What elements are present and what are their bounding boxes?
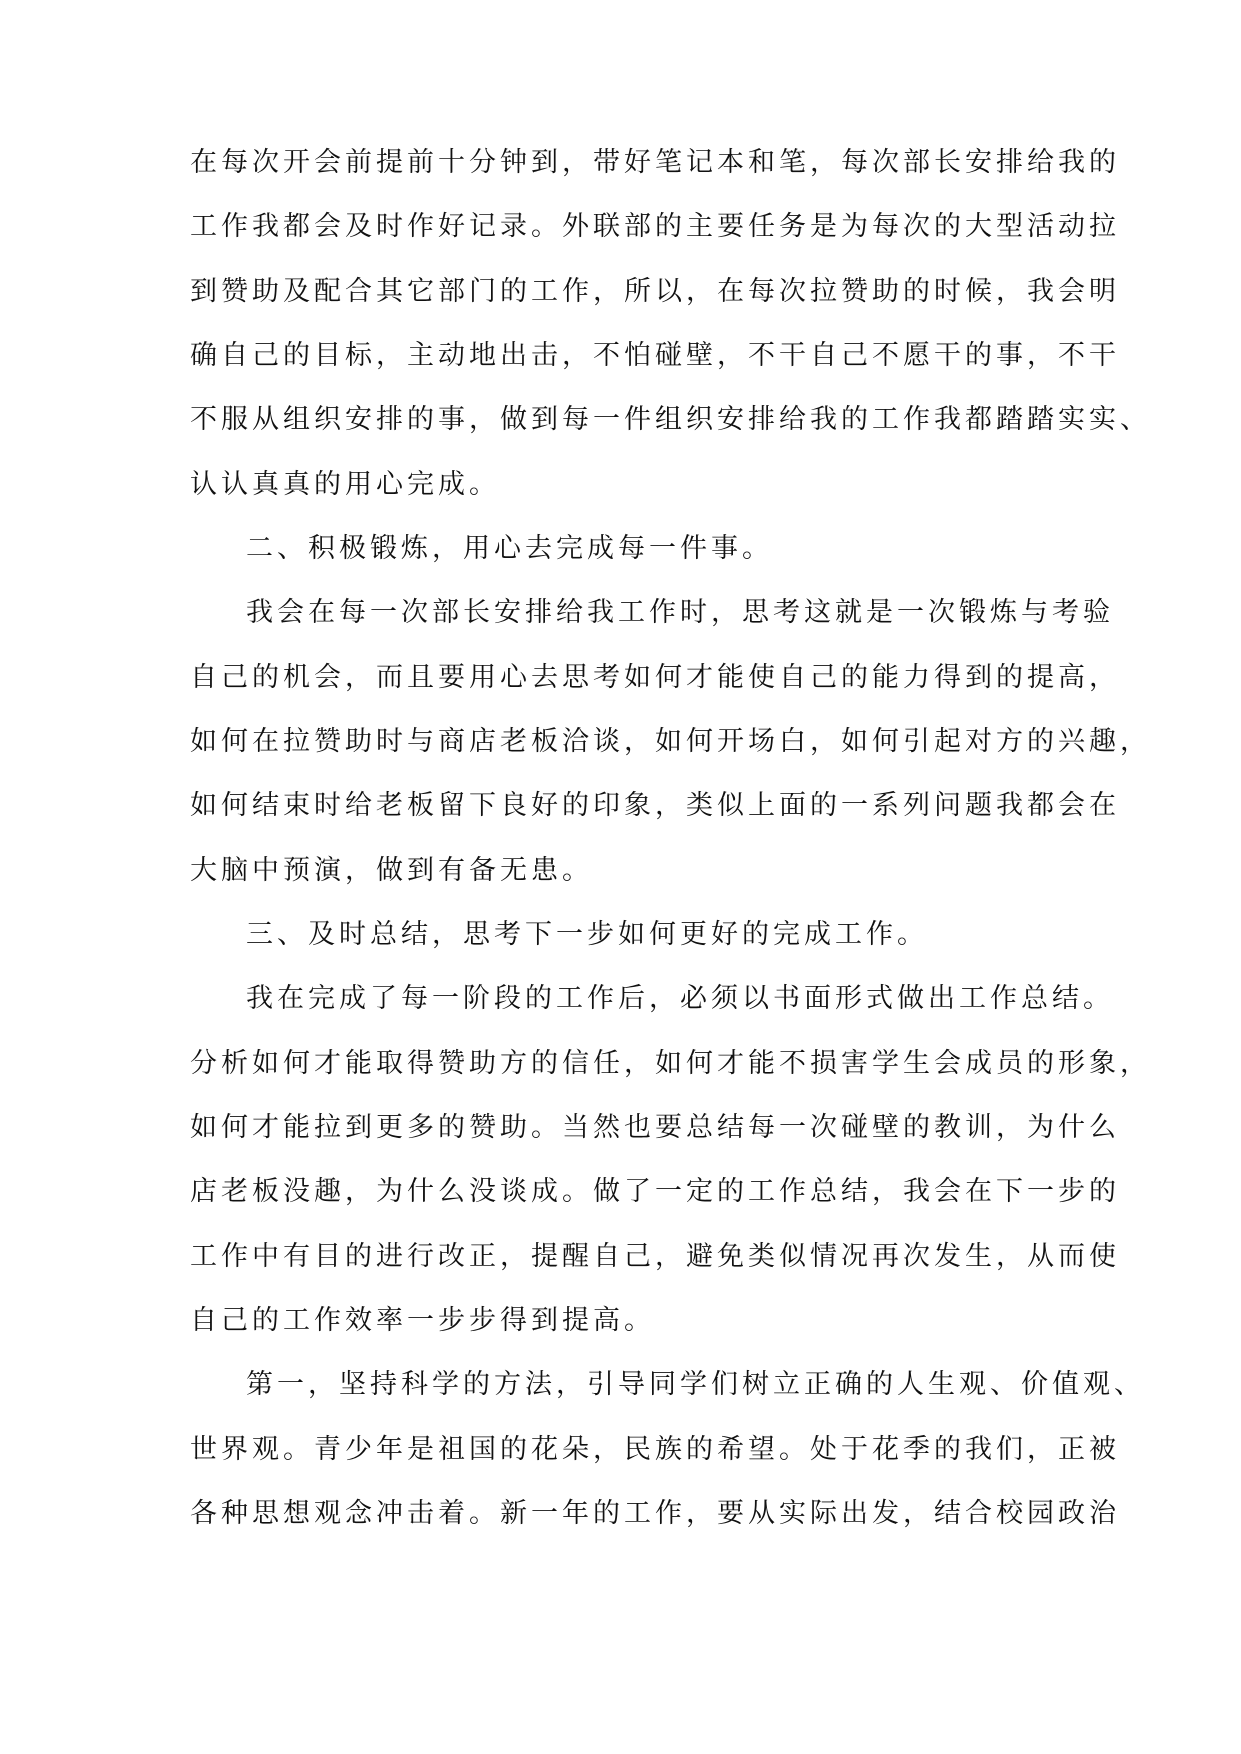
text-line-17: 店老板没趣，为什么没谈成。做了一定的工作总结，我会在下一步的 — [190, 1176, 1120, 1207]
text-line-21: 世界观。青少年是祖国的花朵，民族的希望。处于花季的我们，正被 — [190, 1434, 1120, 1465]
text-line-8: 我会在每一次部长安排给我工作时，思考这就是一次锻炼与考验 — [246, 597, 1114, 628]
text-line-18: 工作中有目的进行改正，提醒自己，避免类似情况再次发生，从而使 — [190, 1241, 1120, 1272]
text-line-9: 自己的机会，而且要用心去思考如何才能使自己的能力得到的提高， — [190, 662, 1120, 693]
text-line-4: 确自己的目标，主动地出击，不怕碰壁，不干自己不愿干的事，不干 — [190, 340, 1120, 371]
text-line-1: 在每次开会前提前十分钟到，带好笔记本和笔，每次部长安排给我的 — [190, 147, 1120, 178]
text-line-3: 到赞助及配合其它部门的工作，所以，在每次拉赞助的时候，我会明 — [190, 276, 1120, 307]
text-line-16: 如何才能拉到更多的赞助。当然也要总结每一次碰壁的教训，为什么 — [190, 1112, 1120, 1143]
text-line-20: 第一，坚持科学的方法，引导同学们树立正确的人生观、价值观、 — [246, 1369, 1145, 1400]
text-line-5: 不服从组织安排的事，做到每一件组织安排给我的工作我都踏踏实实、 — [190, 404, 1151, 435]
text-line-14: 我在完成了每一阶段的工作后，必须以书面形式做出工作总结。 — [246, 983, 1114, 1014]
text-line-11: 如何结束时给老板留下良好的印象，类似上面的一系列问题我都会在 — [190, 790, 1120, 821]
text-line-19: 自己的工作效率一步步得到提高。 — [190, 1305, 655, 1336]
text-line-2: 工作我都会及时作好记录。外联部的主要任务是为每次的大型活动拉 — [190, 211, 1120, 242]
text-line-22: 各种思想观念冲击着。新一年的工作，要从实际出发，结合校园政治 — [190, 1498, 1120, 1529]
text-line-10: 如何在拉赞助时与商店老板洽谈，如何开场白，如何引起对方的兴趣， — [190, 726, 1151, 757]
text-line-6: 认认真真的用心完成。 — [190, 469, 500, 500]
section-heading-3: 三、及时总结，思考下一步如何更好的完成工作。 — [246, 919, 928, 950]
text-line-12: 大脑中预演，做到有备无患。 — [190, 855, 593, 886]
text-line-15: 分析如何才能取得赞助方的信任，如何才能不损害学生会成员的形象， — [190, 1048, 1151, 1079]
section-heading-2: 二、积极锻炼，用心去完成每一件事。 — [246, 533, 773, 564]
